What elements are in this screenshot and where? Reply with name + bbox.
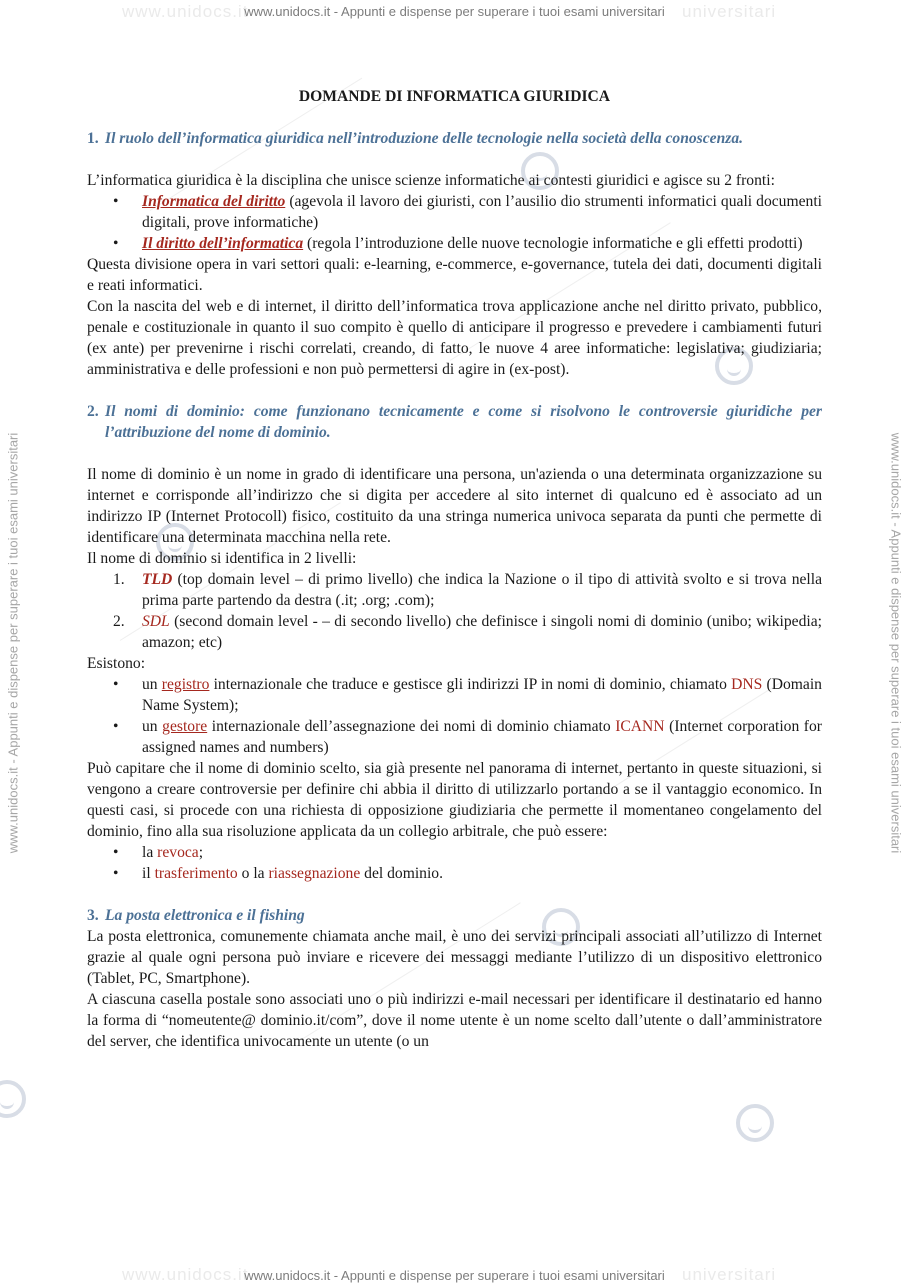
term-trasferimento: trasferimento bbox=[154, 865, 238, 882]
section-number: 2. bbox=[87, 403, 99, 420]
text-fragment: o la bbox=[237, 865, 269, 882]
watermark-ghost-bottom-right: universitari bbox=[682, 1265, 777, 1284]
section-1-heading bbox=[87, 128, 822, 149]
watermark-ghost-top-left: www.unidocs.it bbox=[122, 2, 249, 21]
section-3-heading bbox=[87, 905, 822, 926]
text-fragment: il bbox=[142, 865, 155, 882]
term-diritto-dell-informatica: Il diritto dell’informatica bbox=[142, 235, 304, 252]
list-item bbox=[87, 611, 822, 653]
bullet-icon: • bbox=[113, 865, 119, 882]
list-item-text: (top domain level – di primo livello) che indica la Nazione o il tipo di attività svolto e si trova nella prima parte partendo da destra (.it; .org; .com); bbox=[142, 571, 822, 609]
term-dns: DNS bbox=[731, 676, 763, 693]
list-item-text: (regola l’introduzione delle nuove tecnologie informatiche e gli effetti prodotti) bbox=[303, 235, 803, 252]
numbered-list bbox=[87, 569, 822, 653]
text-fragment: un bbox=[142, 676, 162, 693]
term-riassegnazione: riassegnazione bbox=[268, 865, 361, 882]
list-item bbox=[87, 716, 822, 758]
paragraph: Il nome di dominio è un nome in grado di identificare una persona, un'azienda o una determinata organizzazione su internet e corrisponde all’indirizzo che si digita per accedere al sito internet di qualcuno ed è associato ad un indirizzo IP (Internet Protocoll) fisico, costituito da una stringa numerica univoca separata da punti che permette di identificare una determinata macchina nella rete. bbox=[87, 466, 822, 546]
list-item bbox=[87, 842, 822, 863]
section-2-heading bbox=[87, 401, 822, 443]
document-title: DOMANDE DI INFORMATICA GIURIDICA bbox=[298, 88, 611, 105]
paragraph: L’informatica giuridica è la disciplina che unisce scienze informatiche ai contesti giuridici e agisce su 2 fronti: bbox=[87, 172, 775, 189]
term-informatica-del-diritto: Informatica del diritto bbox=[142, 193, 286, 210]
term-tld: TLD bbox=[142, 571, 173, 588]
bullet-icon: • bbox=[113, 676, 119, 693]
bullet-list bbox=[87, 674, 822, 758]
watermark-ghost-bottom-left: www.unidocs.it bbox=[122, 1265, 249, 1284]
text-fragment: internazionale dell’assegnazione dei nomi di dominio chiamato bbox=[207, 718, 616, 735]
term-icann: ICANN bbox=[615, 718, 665, 735]
list-number: 1. bbox=[113, 571, 125, 588]
term-sdl: SDL bbox=[142, 613, 170, 630]
text-fragment: (Internet corporation for assigned names and numbers) bbox=[142, 718, 822, 756]
list-item bbox=[87, 191, 822, 233]
watermark-ghost-top-right: universitari bbox=[682, 2, 777, 21]
bullet-icon: • bbox=[113, 718, 119, 735]
watermark-bottom: www.unidocs.it - Appunti e dispense per superare i tuoi esami universitari bbox=[244, 1268, 665, 1283]
bullet-list bbox=[87, 842, 822, 884]
section-number: 1. bbox=[87, 130, 99, 147]
text-fragment: del dominio. bbox=[360, 865, 443, 882]
section-title: Il ruolo dell’informatica giuridica nell’introduzione delle tecnologie nella società della conoscenza. bbox=[105, 130, 744, 147]
term-revoca: revoca bbox=[157, 844, 199, 861]
watermark-right: www.unidocs.it - Appunti e dispense per superare i tuoi esami universitari bbox=[888, 432, 904, 854]
section-number: 3. bbox=[87, 907, 99, 924]
section-title: Il nomi di dominio: come funzionano tecnicamente e come si risolvono le controversie giuridiche per l’attribuzione del nome di dominio. bbox=[105, 403, 822, 441]
paragraph: Esistono: bbox=[87, 655, 146, 672]
list-item bbox=[87, 569, 822, 611]
text-fragment: ; bbox=[198, 844, 204, 861]
watermark-left: www.unidocs.it - Appunti e dispense per superare i tuoi esami universitari bbox=[5, 432, 21, 854]
text-fragment: (Domain Name System); bbox=[142, 676, 822, 714]
paragraph: Questa divisione opera in vari settori quali: e-learning, e-commerce, e-governance, tutela dei dati, documenti digitali e reati informatici. bbox=[87, 256, 822, 294]
unidocs-logo-icon bbox=[736, 1104, 774, 1142]
list-item-text: (agevola il lavoro dei giuristi, con l’ausilio dio strumenti informatici quali documenti digitali, prove informatiche) bbox=[142, 193, 822, 231]
text-fragment: un bbox=[142, 718, 163, 735]
list-item bbox=[87, 863, 822, 884]
paragraph: La posta elettronica, comunemente chiamata anche mail, è uno dei servizi principali associati all’utilizzo di Internet grazie al quale ogni persona può inviare e ricevere dei messaggi mediante l’utilizzo di un dispositivo elettronico (Tablet, PC, Smartphone). bbox=[87, 928, 822, 987]
list-item bbox=[87, 233, 822, 254]
bullet-icon: • bbox=[113, 844, 119, 861]
paragraph: Con la nascita del web e di internet, il diritto dell’informatica trova applicazione anche nel diritto privato, pubblico, penale e costituzionale in quanto il suo compito è quello di anticipare il progresso e prevedere i cambiamenti futuri (ex ante) per prevenirne i rischi correlati, creando, di fatto, le nuove 4 aree informatiche: legislativa; giudiziaria; amministrativa e delle professioni e non può permettersi di agire in (ex-post). bbox=[87, 298, 822, 378]
bullet-icon: • bbox=[113, 193, 119, 210]
bullet-list bbox=[87, 191, 822, 254]
text-fragment: la bbox=[142, 844, 158, 861]
paragraph: A ciascuna casella postale sono associati uno o più indirizzi e-mail necessari per identificare il destinatario ed hanno la forma di “nomeutente@ dominio.it/com”, dove il nome utente è un nome scelto dall’utente o dall’amministratore del server, che identifica univocamente un utente (o un bbox=[87, 991, 822, 1050]
term-gestore: gestore bbox=[162, 718, 208, 735]
paragraph: Il nome di dominio si identifica in 2 livelli: bbox=[87, 550, 357, 567]
list-item bbox=[87, 674, 822, 716]
watermark-top: www.unidocs.it - Appunti e dispense per superare i tuoi esami universitari bbox=[244, 4, 665, 19]
term-registro: registro bbox=[161, 676, 210, 693]
list-item-text: (second domain level - – di secondo livello) che definisce i singoli nomi di dominio (unibo; wikipedia; amazon; etc) bbox=[142, 613, 822, 651]
section-title: La posta elettronica e il fishing bbox=[105, 907, 305, 924]
bullet-icon: • bbox=[113, 235, 119, 252]
list-number: 2. bbox=[113, 613, 125, 630]
document-body bbox=[87, 86, 822, 1052]
unidocs-logo-icon bbox=[0, 1080, 26, 1118]
paragraph: Può capitare che il nome di dominio scelto, sia già presente nel panorama di internet, pertanto in queste situazioni, si vengono a creare controversie per definire chi abbia il diritto di utilizzarlo portando a se il vantaggio economico. In questi casi, si procede con una richiesta di opposizione giudiziaria che permette il momentaneo congelamento del dominio, fino alla sua risoluzione applicata da un collegio arbitrale, che può essere: bbox=[87, 760, 822, 840]
text-fragment: internazionale che traduce e gestisce gli indirizzi IP in nomi di dominio, chiamato bbox=[209, 676, 732, 693]
